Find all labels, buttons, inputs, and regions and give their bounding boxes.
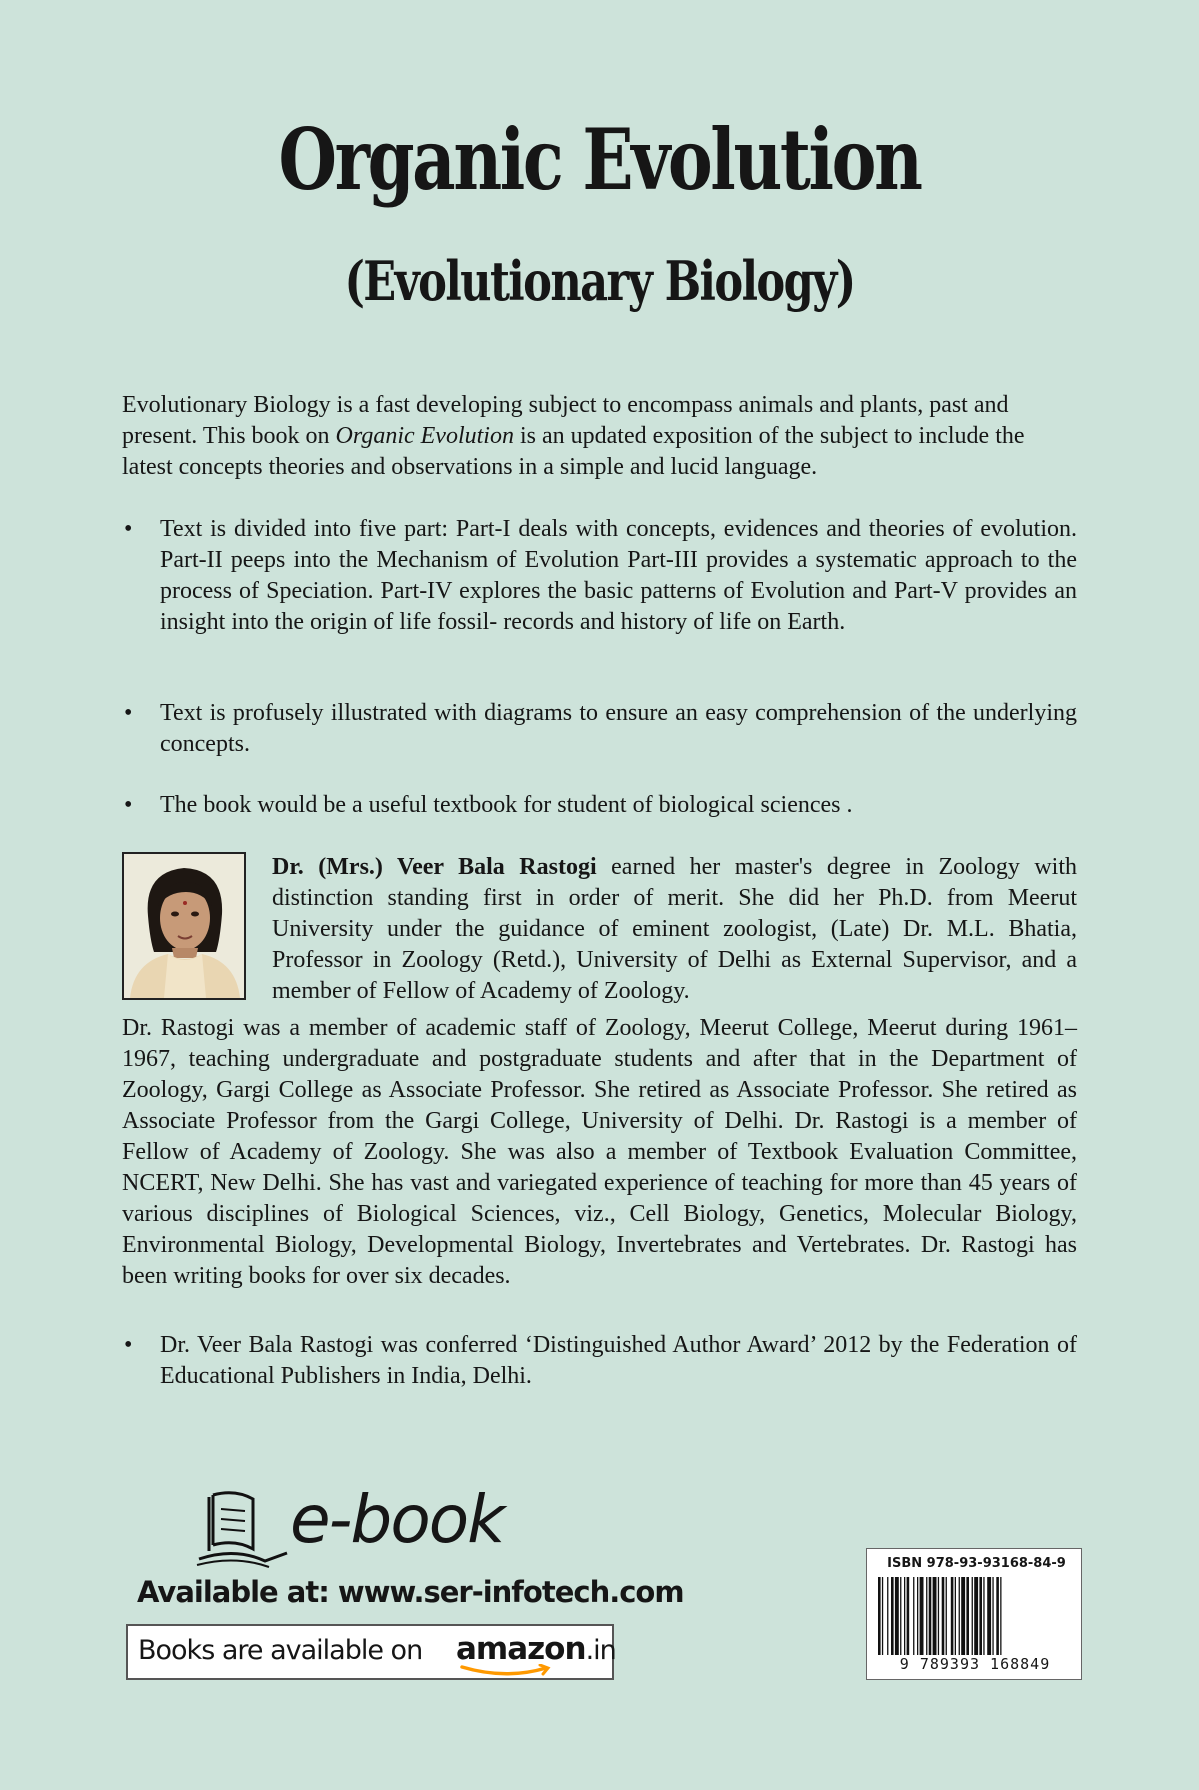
barcode-bar: [987, 1577, 991, 1655]
barcode-bar: [979, 1577, 982, 1655]
page-subtitle: (Evolutionary Biology): [344, 249, 855, 313]
feature-item-structure: [122, 514, 1077, 638]
open-book-icon: [195, 1485, 305, 1570]
barcode-bar: [955, 1577, 956, 1655]
barcode-bar: [933, 1577, 937, 1655]
barcode-bar: [938, 1577, 939, 1655]
barcode-bar: [946, 1577, 947, 1655]
availability-url: Available at: www.ser-infotech.com: [137, 1575, 684, 1609]
bullet-marker: •: [124, 1332, 133, 1358]
amazon-logo: [456, 1631, 616, 1667]
isbn-digits: 9 789393 168849: [899, 1655, 1051, 1673]
barcode-bar: [929, 1577, 932, 1655]
barcode-bar: [1000, 1577, 1001, 1655]
barcode: [878, 1577, 1072, 1655]
ebook-wordmark: e-book: [290, 1481, 504, 1558]
barcode-bar: [887, 1577, 888, 1655]
barcode-bar: [972, 1577, 973, 1655]
barcode-bar: [951, 1577, 954, 1655]
isbn-barcode-block: [866, 1548, 1082, 1680]
barcode-bar: [891, 1577, 894, 1655]
amazon-label: Books are available on: [138, 1635, 423, 1666]
feature-text: Text is divided into five part: Part-I deals with concepts, evidences and theories of evolution. Part-II peeps into the Mechanism of Evolution Part-III provides a systematic approach to the process of Speciation. Part-IV explores the basic patterns of Evolution and Part-V provides an insight into the origin of life fossil- records and history of life on Earth.: [160, 516, 1077, 635]
amazon-smile-icon: [458, 1664, 554, 1678]
feature-item-illustrations: [122, 698, 1077, 760]
barcode-bar: [996, 1577, 999, 1655]
award-text: Dr. Veer Bala Rastogi was conferred ‘Distinguished Author Award’ 2012 by the Federation of Educational Publishers in India, Delhi.: [160, 1332, 1077, 1389]
author-intro-text: earned her master's degree in Zoology with distinction standing first in order of merit. She did her Ph.D. from Meerut University under the guidance of eminent zoologist, (Late) Dr. M.L. Bhatia, Professor in Zoology (Retd.), University of Delhi as External Supervisor, and a member of Fellow of Academy of Zoology.: [272, 854, 1078, 1004]
isbn-label: ISBN 978-93-93168-84-9: [887, 1556, 1066, 1571]
intro-emphasis: Organic Evolution: [335, 423, 514, 449]
author-biography: Dr. Rastogi was a member of academic staff of Zoology, Meerut College, Meerut during 1961–1967, teaching undergraduate and postgraduate students and after that in the Department of Zoology, Gargi College as Associate Professor. She retired as Associate Professor. She retired as Associate Professor from the Gargi College, University of Delhi. Dr. Rastogi is a member of Fellow of Academy of Zoology. She was also a member of Textbook Evaluation Committee, NCERT, New Delhi. She has vast and variegated experience of teaching for more than 45 years of various disciplines of Biological Sciences, viz., Cell Biology, Genetics, Molecular Biology, Environmental Biology, Developmental Biology, Invertebrates and Vertebrates. Dr. Rastogi has been writing books for over six decades.: [122, 1015, 1077, 1289]
barcode-bar: [942, 1577, 945, 1655]
barcode-bar: [992, 1577, 993, 1655]
barcode-bar: [966, 1577, 969, 1655]
author-award-item: [122, 1330, 1077, 1392]
barcode-bar: [926, 1577, 927, 1655]
barcode-bar: [882, 1577, 883, 1655]
author-intro: [272, 852, 1077, 1007]
barcode-bar: [983, 1577, 984, 1655]
barcode-bar: [900, 1577, 901, 1655]
barcode-bar: [974, 1577, 978, 1655]
barcode-bar: [959, 1577, 960, 1655]
intro-text-1: Evolutionary Biology is a fast developing subject to encompass animals and plants, past and present. This book on: [122, 392, 1009, 449]
bullet-marker: •: [124, 516, 133, 542]
author-photo: [122, 852, 246, 1000]
amazon-availability-box: [126, 1624, 614, 1680]
amazon-brand: amazon: [456, 1631, 586, 1667]
author-name: Dr. (Mrs.) Veer Bala Rastogi: [272, 854, 597, 880]
barcode-bar: [961, 1577, 965, 1655]
page-title: Organic Evolution: [278, 110, 921, 209]
barcode-bar: [913, 1577, 914, 1655]
barcode-bar: [917, 1577, 918, 1655]
intro-paragraph: [122, 390, 1077, 483]
barcode-bar: [907, 1577, 910, 1655]
amazon-tld: .in: [585, 1635, 616, 1666]
bullet-marker: •: [124, 792, 133, 818]
barcode-bar: [920, 1577, 924, 1655]
barcode-bar: [878, 1577, 881, 1655]
feature-item-audience: [122, 790, 1077, 821]
feature-text: Text is profusely illustrated with diagrams to ensure an easy comprehension of the underlying concepts.: [160, 700, 1077, 757]
bullet-marker: •: [124, 700, 133, 726]
barcode-bar: [895, 1577, 899, 1655]
feature-text: The book would be a useful textbook for student of biological sciences .: [160, 792, 853, 818]
barcode-bar: [904, 1577, 905, 1655]
intro-text-2: is an updated exposition of the subject to include the latest concepts theories and observations in a simple and lucid language.: [122, 423, 1025, 480]
